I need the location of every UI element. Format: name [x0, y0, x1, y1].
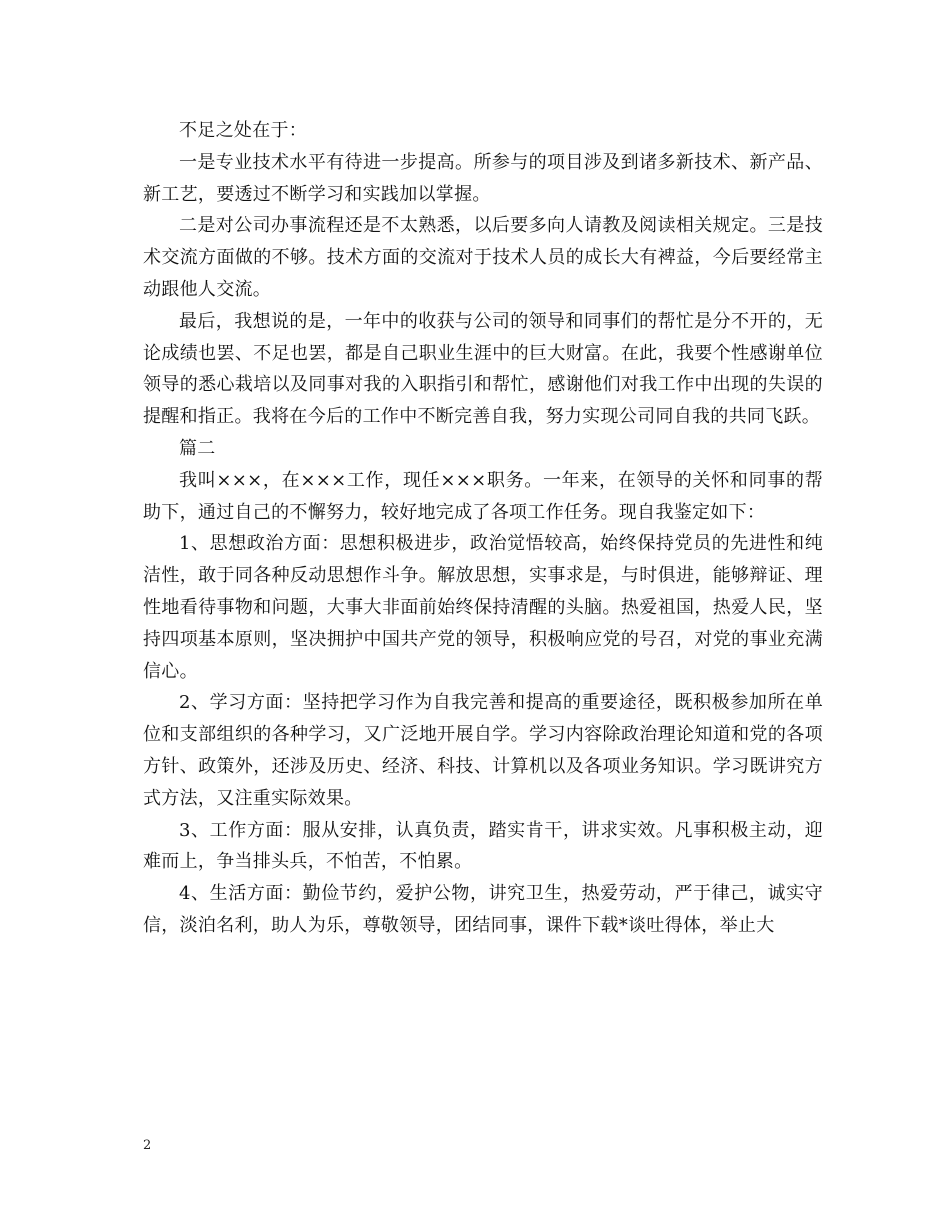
paragraph-study: 2、学习方面：坚持把学习作为自我完善和提高的重要途径，既积极参加所在单位和支部组织的各种学习，又广泛地开展自学。学习内容除政治理论知道和党的各项方针、政策外，还涉及历史、经济、科技、计算机以及各项业务知识。学习既讲究方式方法，又注重实际效果。 — [143, 692, 823, 809]
paragraph-shortcoming-one: 一是专业技术水平有待进一步提高。所参与的项目涉及到诸多新技术、新产品、新工艺，要透过不断学习和实践加以掌握。 — [143, 151, 823, 205]
paragraph-life: 4、生活方面：勤俭节约，爱护公物，讲究卫生，热爱劳动，严于律己，诚实守信，淡泊名利，助人为乐，尊敬领导，团结同事，课件下载*谈吐得体，举止大 — [143, 883, 823, 936]
page-number: 2 — [143, 1138, 152, 1153]
paragraph-work: 3、工作方面：服从安排，认真负责，踏实肯干，讲求实效。凡事积极主动，迎难而上，争当排头兵，不怕苦，不怕累。 — [143, 819, 823, 873]
paragraph-political-thought: 1、思想政治方面：思想积极进步，政治觉悟较高，始终保持党员的先进性和纯洁性，敢于同各种反动思想作斗争。解放思想，实事求是，与时俱进，能够辩证、理性地看待事物和问题，大事大非面前始终保持清醒的头脑。热爱祖国，热爱人民，坚持四项基本原则，坚决拥护中国共产党的领导，积极响应党的号召，对党的事业充满信心。 — [143, 533, 823, 682]
paragraph-closing-thanks: 最后，我想说的是，一年中的收获与公司的领导和同事们的帮忙是分不开的，无论成绩也罢、不足也罢，都是自己职业生涯中的巨大财富。在此，我要个性感谢单位领导的悉心栽培以及同事对我的入职指引和帮忙，感谢他们对我工作中出现的失误的提醒和指正。我将在今后的工作中不断完善自我，努力实现公司同自我的共同飞跃。 — [143, 310, 823, 428]
paragraph-shortcoming-two-three: 二是对公司办事流程还是不太熟悉，以后要多向人请教及阅读相关规定。三是技术交流方面做的不够。技术方面的交流对于技术人员的成长大有裨益，今后要经常主动跟他人交流。 — [143, 215, 823, 300]
document-body — [143, 115, 823, 942]
section-heading-part-two: 篇二 — [179, 437, 216, 459]
paragraph-introduction: 我叫×××，在×××工作，现任×××职务。一年来，在领导的关怀和同事的帮助下，通过自己的不懈努力，较好地完成了各项工作任务。现自我鉴定如下： — [143, 469, 823, 523]
paragraph-shortcomings-heading: 不足之处在于： — [179, 120, 308, 141]
